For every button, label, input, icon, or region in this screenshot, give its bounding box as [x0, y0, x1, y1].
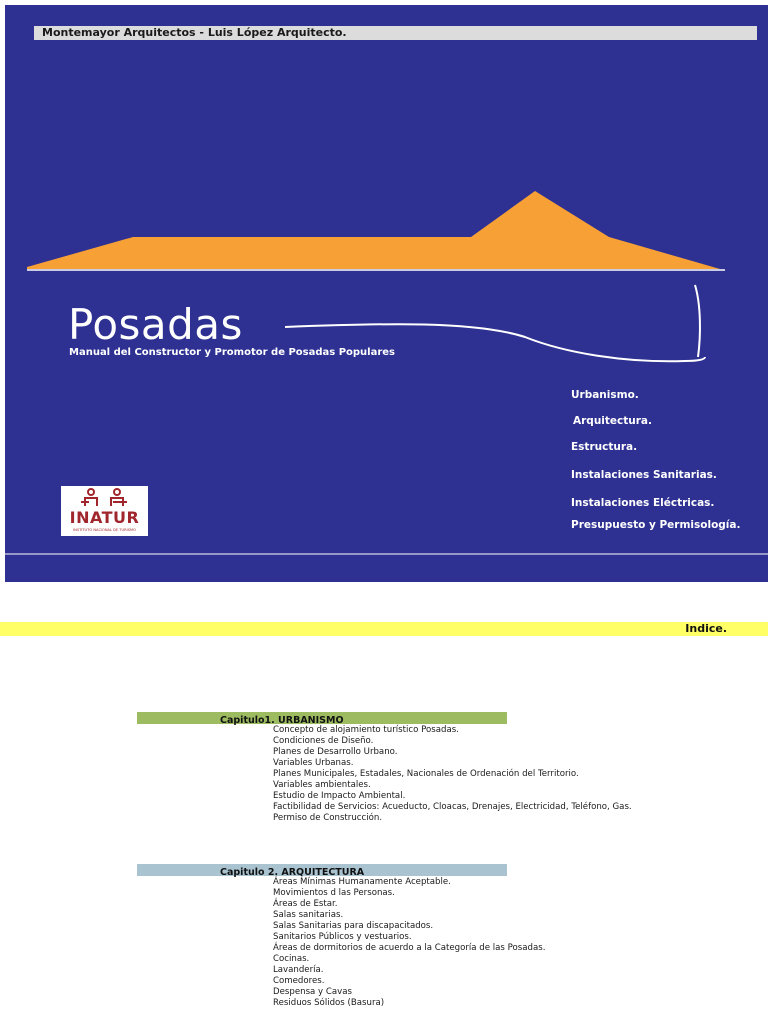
- topic-item[interactable]: Movimientos d las Personas.: [273, 888, 395, 898]
- menu-item-instalaciones-sanitarias[interactable]: Instalaciones Sanitarias.: [571, 469, 717, 481]
- menu-item-urbanismo[interactable]: Urbanismo.: [571, 389, 639, 401]
- menu-item-instalaciones-electricas[interactable]: Instalaciones Eléctricas.: [571, 497, 715, 509]
- chapter-title[interactable]: Capitulo 2. ARQUITECTURA: [220, 867, 365, 878]
- cover-subtitle: Manual del Constructor y Promotor de Posadas Populares: [69, 347, 396, 358]
- topic-item[interactable]: Variables ambientales.: [273, 780, 371, 790]
- topic-item[interactable]: Planes de Desarrollo Urbano.: [273, 747, 398, 757]
- topic-item[interactable]: Sanitarios Públicos y vestuarios.: [273, 932, 412, 942]
- topic-item[interactable]: Áreas de dormitorios de acuerdo a la Categoría de las Posadas.: [273, 943, 546, 953]
- vertical-curve: [695, 285, 700, 357]
- logo-figures-icon: [61, 486, 148, 510]
- index-label: Indice.: [685, 622, 727, 635]
- topic-item[interactable]: Factibilidad de Servicios: Acueducto, Cloacas, Drenajes, Electricidad, Teléfono, Gas.: [273, 802, 632, 812]
- topic-item[interactable]: Concepto de alojamiento turístico Posadas.: [273, 725, 459, 735]
- topic-item[interactable]: Variables Urbanas.: [273, 758, 354, 768]
- topic-item[interactable]: Comedores.: [273, 976, 325, 986]
- topic-item[interactable]: Salas sanitarias.: [273, 910, 344, 920]
- index-header-bar: [0, 622, 768, 636]
- logo-subtext: INSTITUTO NACIONAL DE TURISMO: [73, 528, 136, 532]
- topic-item[interactable]: Planes Municipales, Estadales, Nacionales de Ordenación del Territorio.: [273, 769, 579, 779]
- cover-page: [5, 5, 768, 582]
- topic-item[interactable]: Cocinas.: [273, 954, 310, 964]
- topic-item[interactable]: Permiso de Construcción.: [273, 813, 383, 823]
- menu-item-estructura[interactable]: Estructura.: [571, 441, 638, 453]
- topic-item[interactable]: Áreas Mínimas Humanamente Aceptable.: [273, 877, 451, 887]
- topic-item[interactable]: Despensa y Cavas: [273, 987, 352, 997]
- topic-item[interactable]: Estudio de Impacto Ambiental.: [273, 791, 406, 801]
- cover-title: Posadas: [68, 300, 243, 349]
- menu-item-presupuesto[interactable]: Presupuesto y Permisología.: [571, 519, 741, 531]
- chapter-title[interactable]: Capitulo1. URBANISMO: [220, 715, 344, 726]
- menu-item-arquitectura[interactable]: Arquitectura.: [573, 415, 653, 427]
- cover-header-text: Montemayor Arquitectos - Luis López Arquitecto.: [42, 26, 347, 39]
- topic-item[interactable]: Salas Sanitarias para discapacitados.: [273, 921, 434, 931]
- logo-text: INATUR: [69, 508, 140, 527]
- roof-shape: [27, 191, 720, 269]
- topic-item[interactable]: Condiciones de Diseño.: [273, 736, 374, 746]
- topic-item[interactable]: Áreas de Estar.: [273, 899, 338, 909]
- topic-item[interactable]: Lavandería.: [273, 965, 324, 975]
- topic-item[interactable]: Residuos Sólidos (Basura): [273, 998, 385, 1008]
- inatur-logo: [61, 486, 148, 536]
